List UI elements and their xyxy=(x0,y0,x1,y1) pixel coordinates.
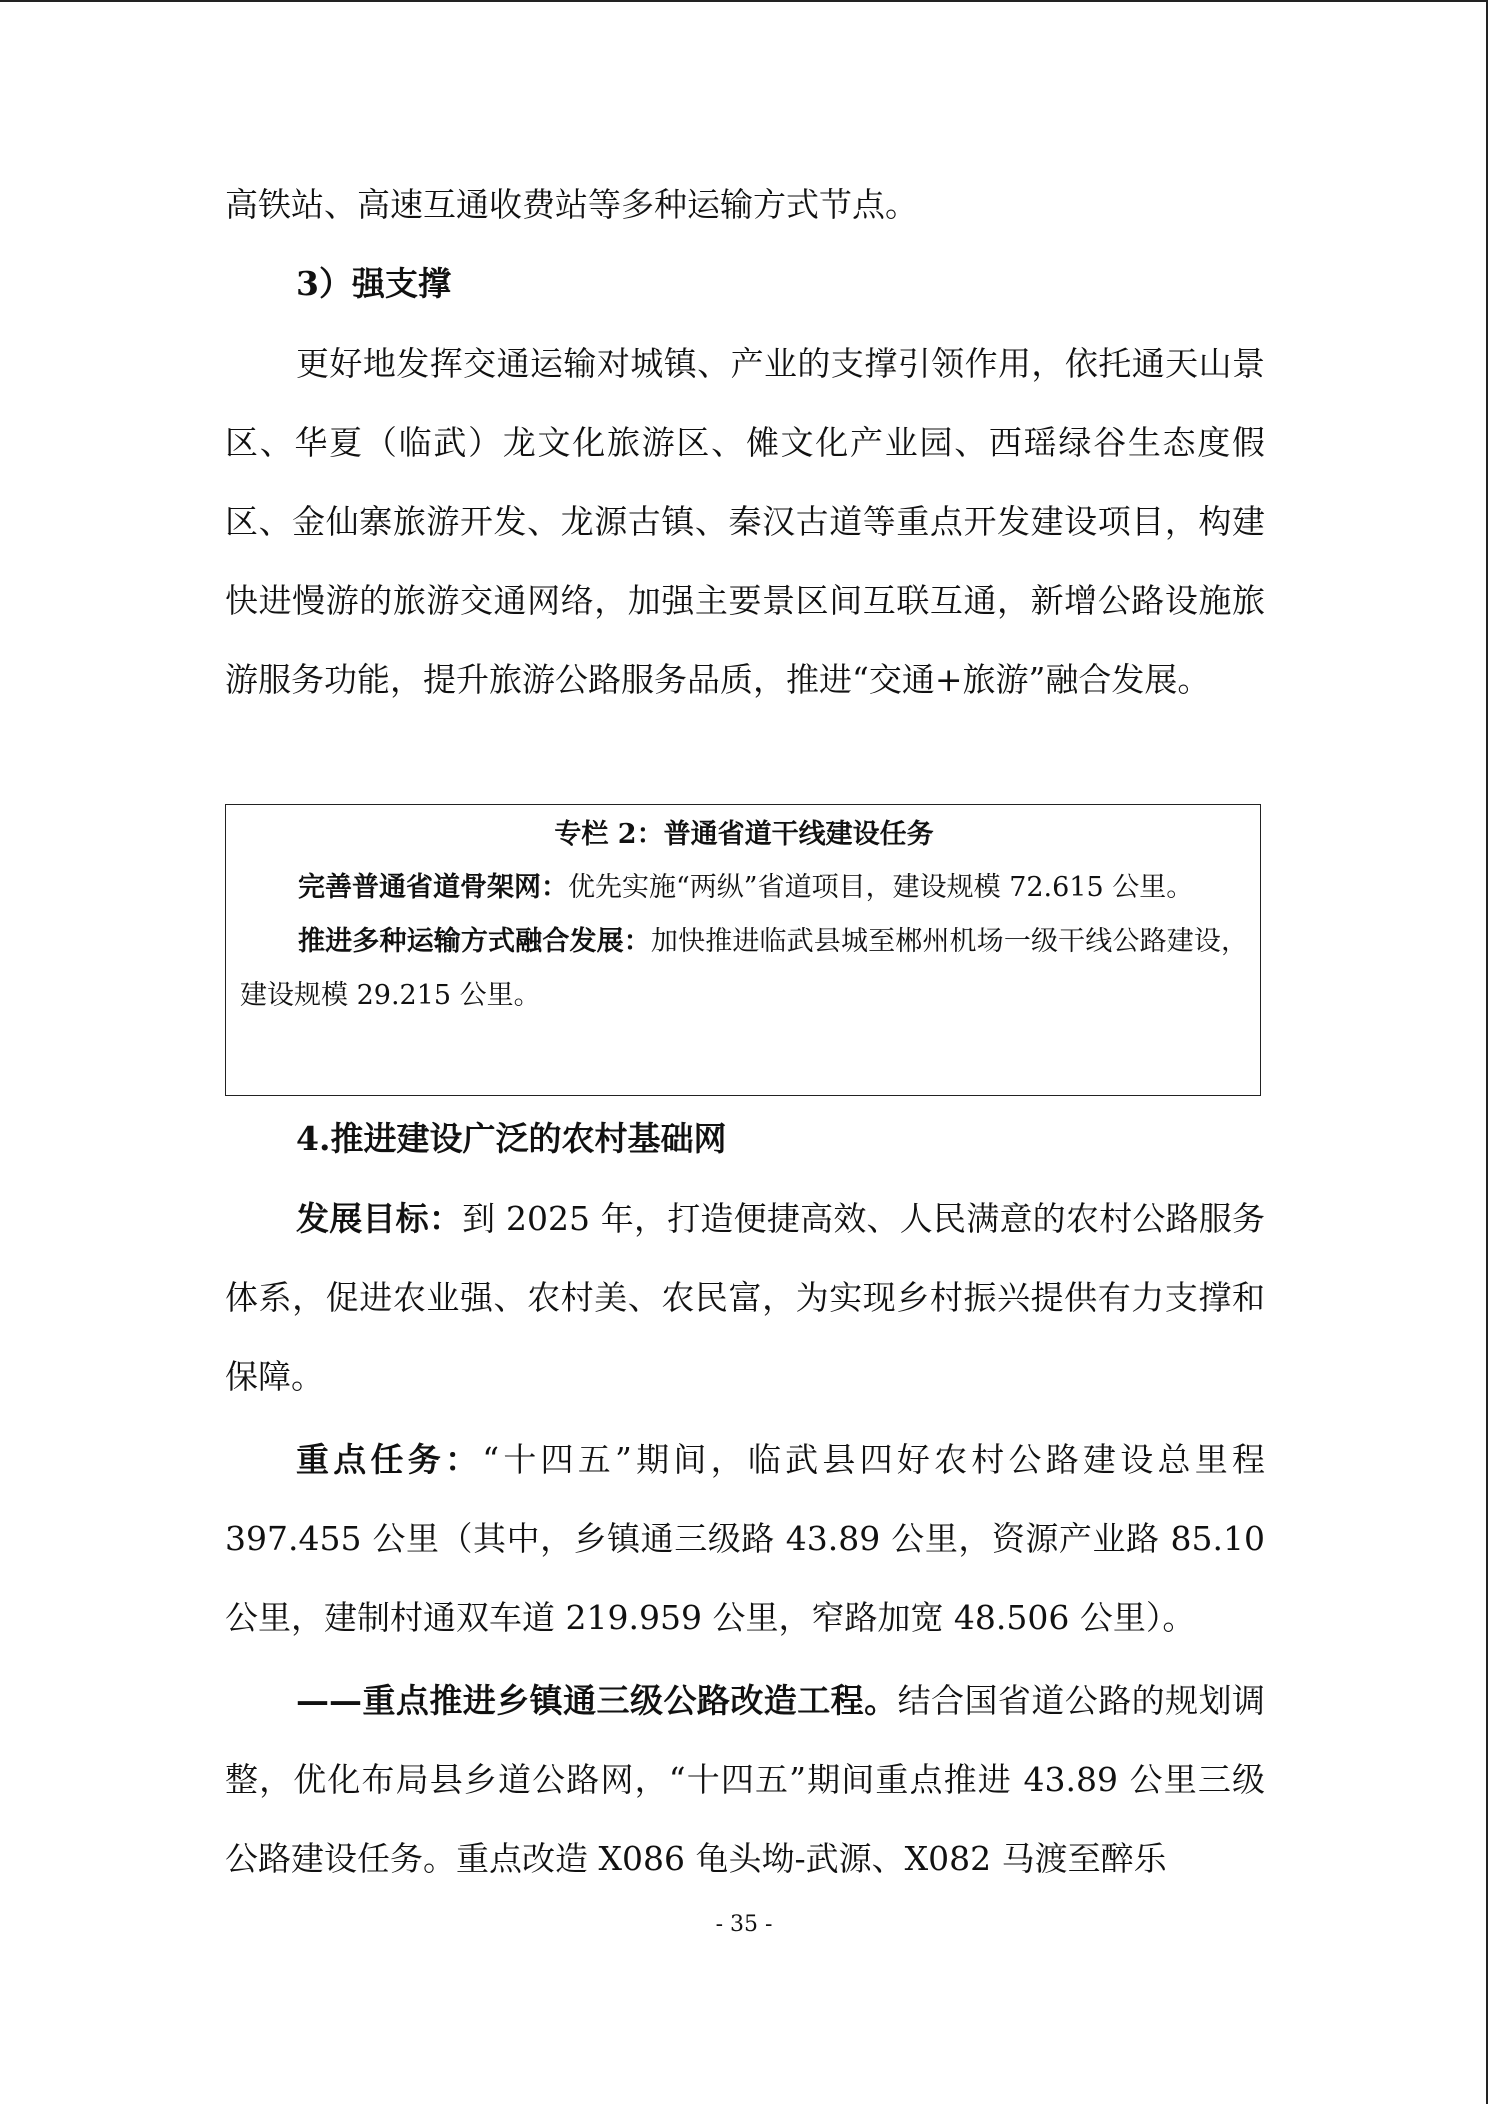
section4-project-label: ——重点推进乡镇通三级公路改造工程。 xyxy=(296,1681,898,1720)
sidebar-box-item2 xyxy=(240,915,1248,1023)
sidebar-box xyxy=(225,804,1261,1096)
page-number: - 35 - xyxy=(715,1912,773,1937)
intro-tail: 高铁站、高速互通收费站等多种运输方式节点。 xyxy=(225,185,918,224)
section4-project xyxy=(225,1661,1265,1898)
section4-body xyxy=(225,1119,1265,1898)
section4-project-text: 结合国省道公路的规划调整，优化布局县乡道公路网，“十四五”期间重点推进 43.89 公里三级公路建设任务。重点改造 X086 龟头坳-武源、X082 马渡至醉乐 xyxy=(225,1681,1266,1878)
section4-goal xyxy=(225,1179,1265,1416)
section4-goal-text: 到 2025 年，打造便捷高效、人民满意的农村公路服务体系，促进农业强、农村美、农民富，为实现乡村振兴提供有力支撑和保障。 xyxy=(225,1199,1266,1396)
sidebar-box-item2-text: 加快推进临武县城至郴州机场一级干线公路建设，建设规模 29.215 公里。 xyxy=(240,926,1249,1011)
section4-goal-label: 发展目标： xyxy=(296,1199,463,1238)
section3-paragraph: 更好地发挥交通运输对城镇、产业的支撑引领作用，依托通天山景区、华夏（临武）龙文化旅游区、傩文化产业园、西瑶绿谷生态度假区、金仙寨旅游开发、龙源古镇、秦汉古道等重点开发建设项目，构建快进慢游的旅游交通网络，加强主要景区间互联互通，新增公路设施旅游服务功能，提升旅游公路服务品质，推进“交通+旅游”融合发展。 xyxy=(225,344,1265,699)
sidebar-box-item1 xyxy=(240,861,1248,915)
section3-heading: 3）强支撑 xyxy=(296,264,451,303)
section4-tasks-text: “十四五”期间，临武县四好农村公路建设总里程 397.455 公里（其中，乡镇通三级路 43.89 公里，资源产业路 85.10 公里，建制村通双车道 219.959 公里，窄路加宽 48.506 公里）。 xyxy=(225,1440,1265,1637)
document-body xyxy=(225,185,1265,719)
sidebar-box-item1-label: 完善普通省道骨架网： xyxy=(298,872,568,903)
section4-tasks-label: 重点任务： xyxy=(296,1440,483,1479)
sidebar-box-item2-label: 推进多种运输方式融合发展： xyxy=(298,926,651,957)
sidebar-box-title: 专栏 2：普通省道干线建设任务 xyxy=(554,819,934,850)
sidebar-box-item1-text: 优先实施“两纵”省道项目，建设规模 72.615 公里。 xyxy=(568,872,1194,903)
section4-heading: 4.推进建设广泛的农村基础网 xyxy=(296,1119,727,1158)
section4-tasks xyxy=(225,1420,1265,1657)
